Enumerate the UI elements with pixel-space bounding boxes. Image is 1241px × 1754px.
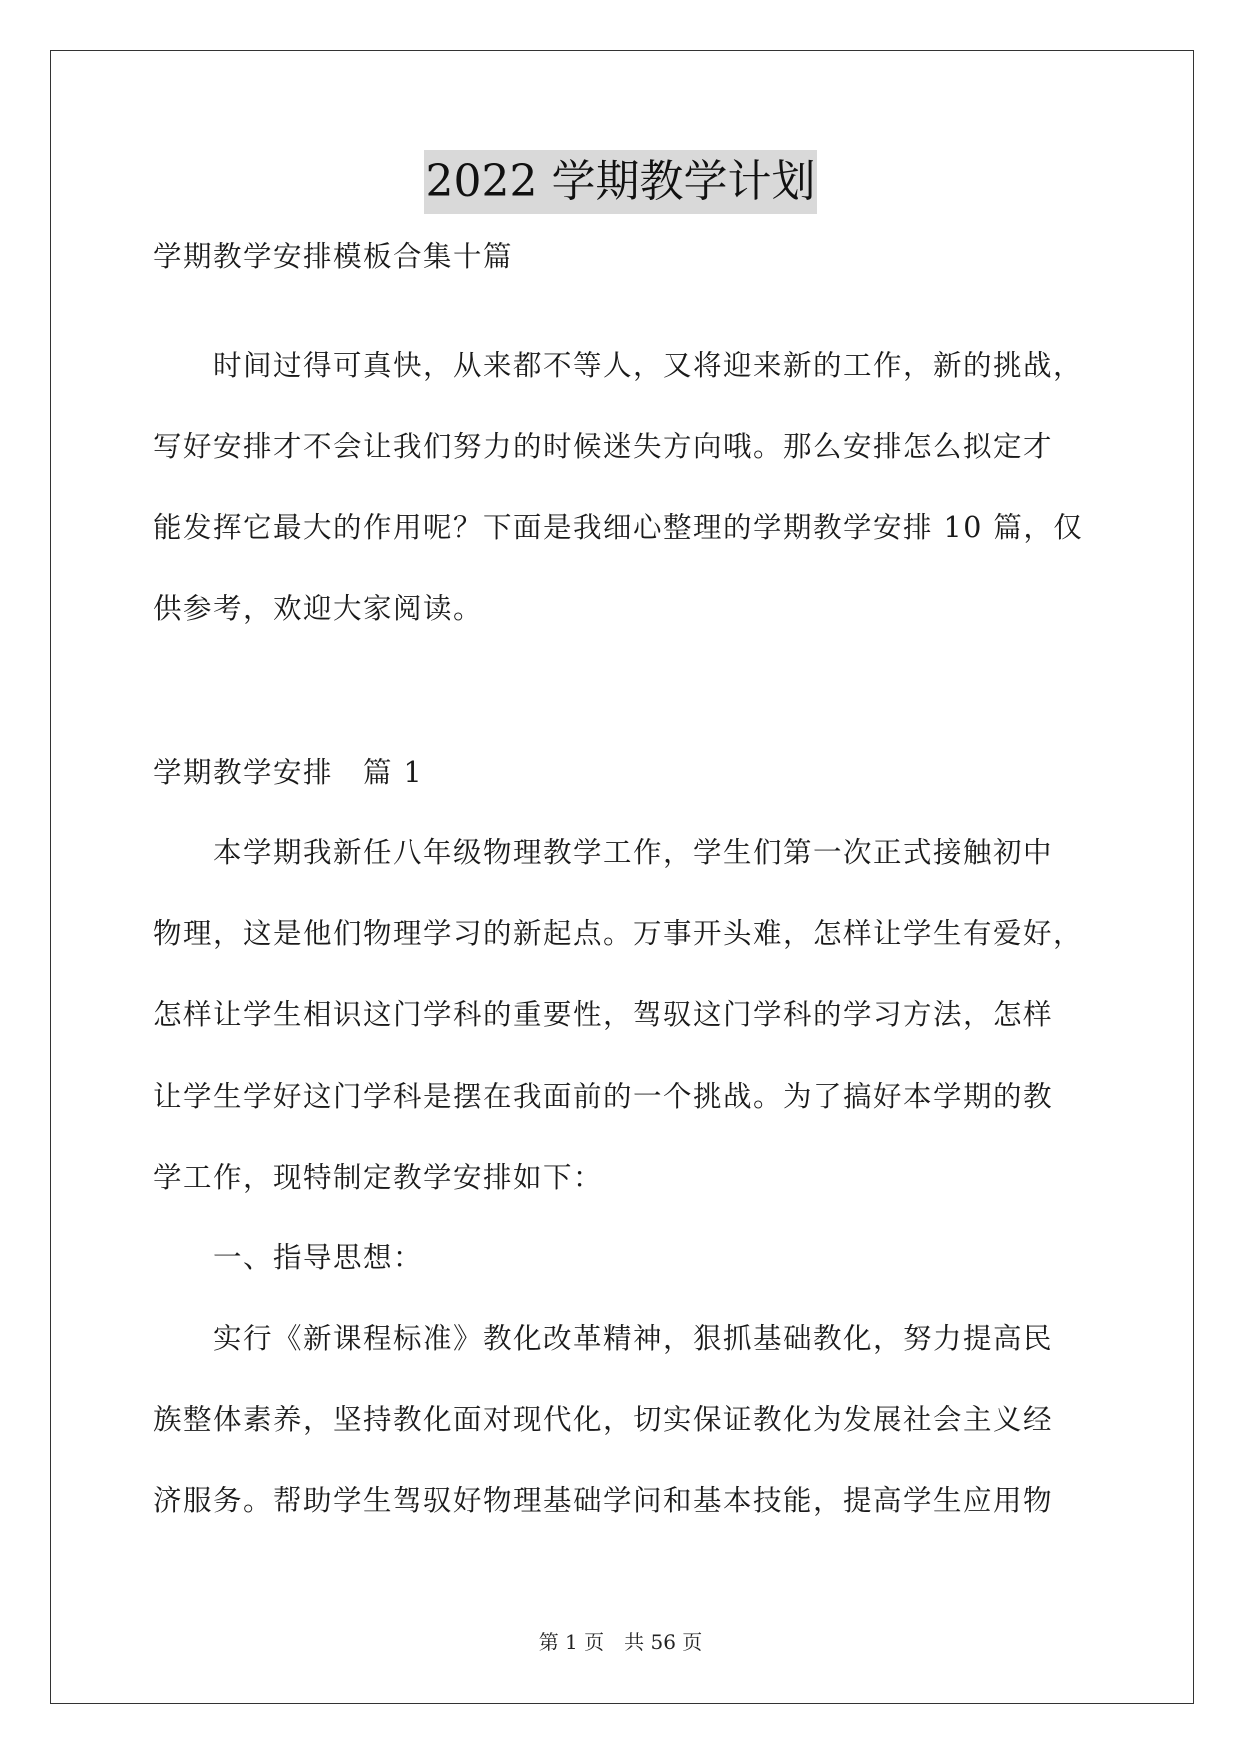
section-heading: 学期教学安排 篇 1 (153, 756, 424, 789)
body-line: 济服务。帮助学生驾驭好物理基础学问和基本技能，提高学生应用物 (153, 1484, 1054, 1517)
body-line: 学工作，现特制定教学安排如下： (153, 1161, 604, 1194)
page-number-footer: 第 1 页 共 56 页 (538, 1630, 703, 1654)
body-line: 实行《新课程标准》教化改革精神，狠抓基础教化，努力提高民 (153, 1322, 1054, 1355)
page-border (50, 50, 1194, 1704)
body-line: 能发挥它最大的作用呢？下面是我细心整理的学期教学安排 10 篇，仅 (153, 511, 1084, 544)
body-line: 族整体素养，坚持教化面对现代化，切实保证教化为发展社会主义经 (153, 1403, 1054, 1436)
subsection-heading: 一、指导思想： (153, 1241, 424, 1274)
subtitle-line: 学期教学安排模板合集十篇 (153, 240, 514, 273)
document-title: 2022 学期教学计划 (424, 150, 818, 214)
body-line: 让学生学好这门学科是摆在我面前的一个挑战。为了搞好本学期的教 (153, 1080, 1054, 1113)
body-line: 本学期我新任八年级物理教学工作，学生们第一次正式接触初中 (153, 836, 1054, 869)
body-line: 怎样让学生相识这门学科的重要性，驾驭这门学科的学习方法，怎样 (153, 998, 1054, 1031)
body-line: 物理，这是他们物理学习的新起点。万事开头难，怎样让学生有爱好， (153, 917, 1084, 950)
body-line: 时间过得可真快，从来都不等人，又将迎来新的工作，新的挑战， (153, 349, 1084, 382)
title-container (0, 150, 1241, 214)
body-line: 写好安排才不会让我们努力的时候迷失方向哦。那么安排怎么拟定才 (153, 430, 1054, 463)
body-line: 供参考，欢迎大家阅读。 (153, 592, 484, 625)
